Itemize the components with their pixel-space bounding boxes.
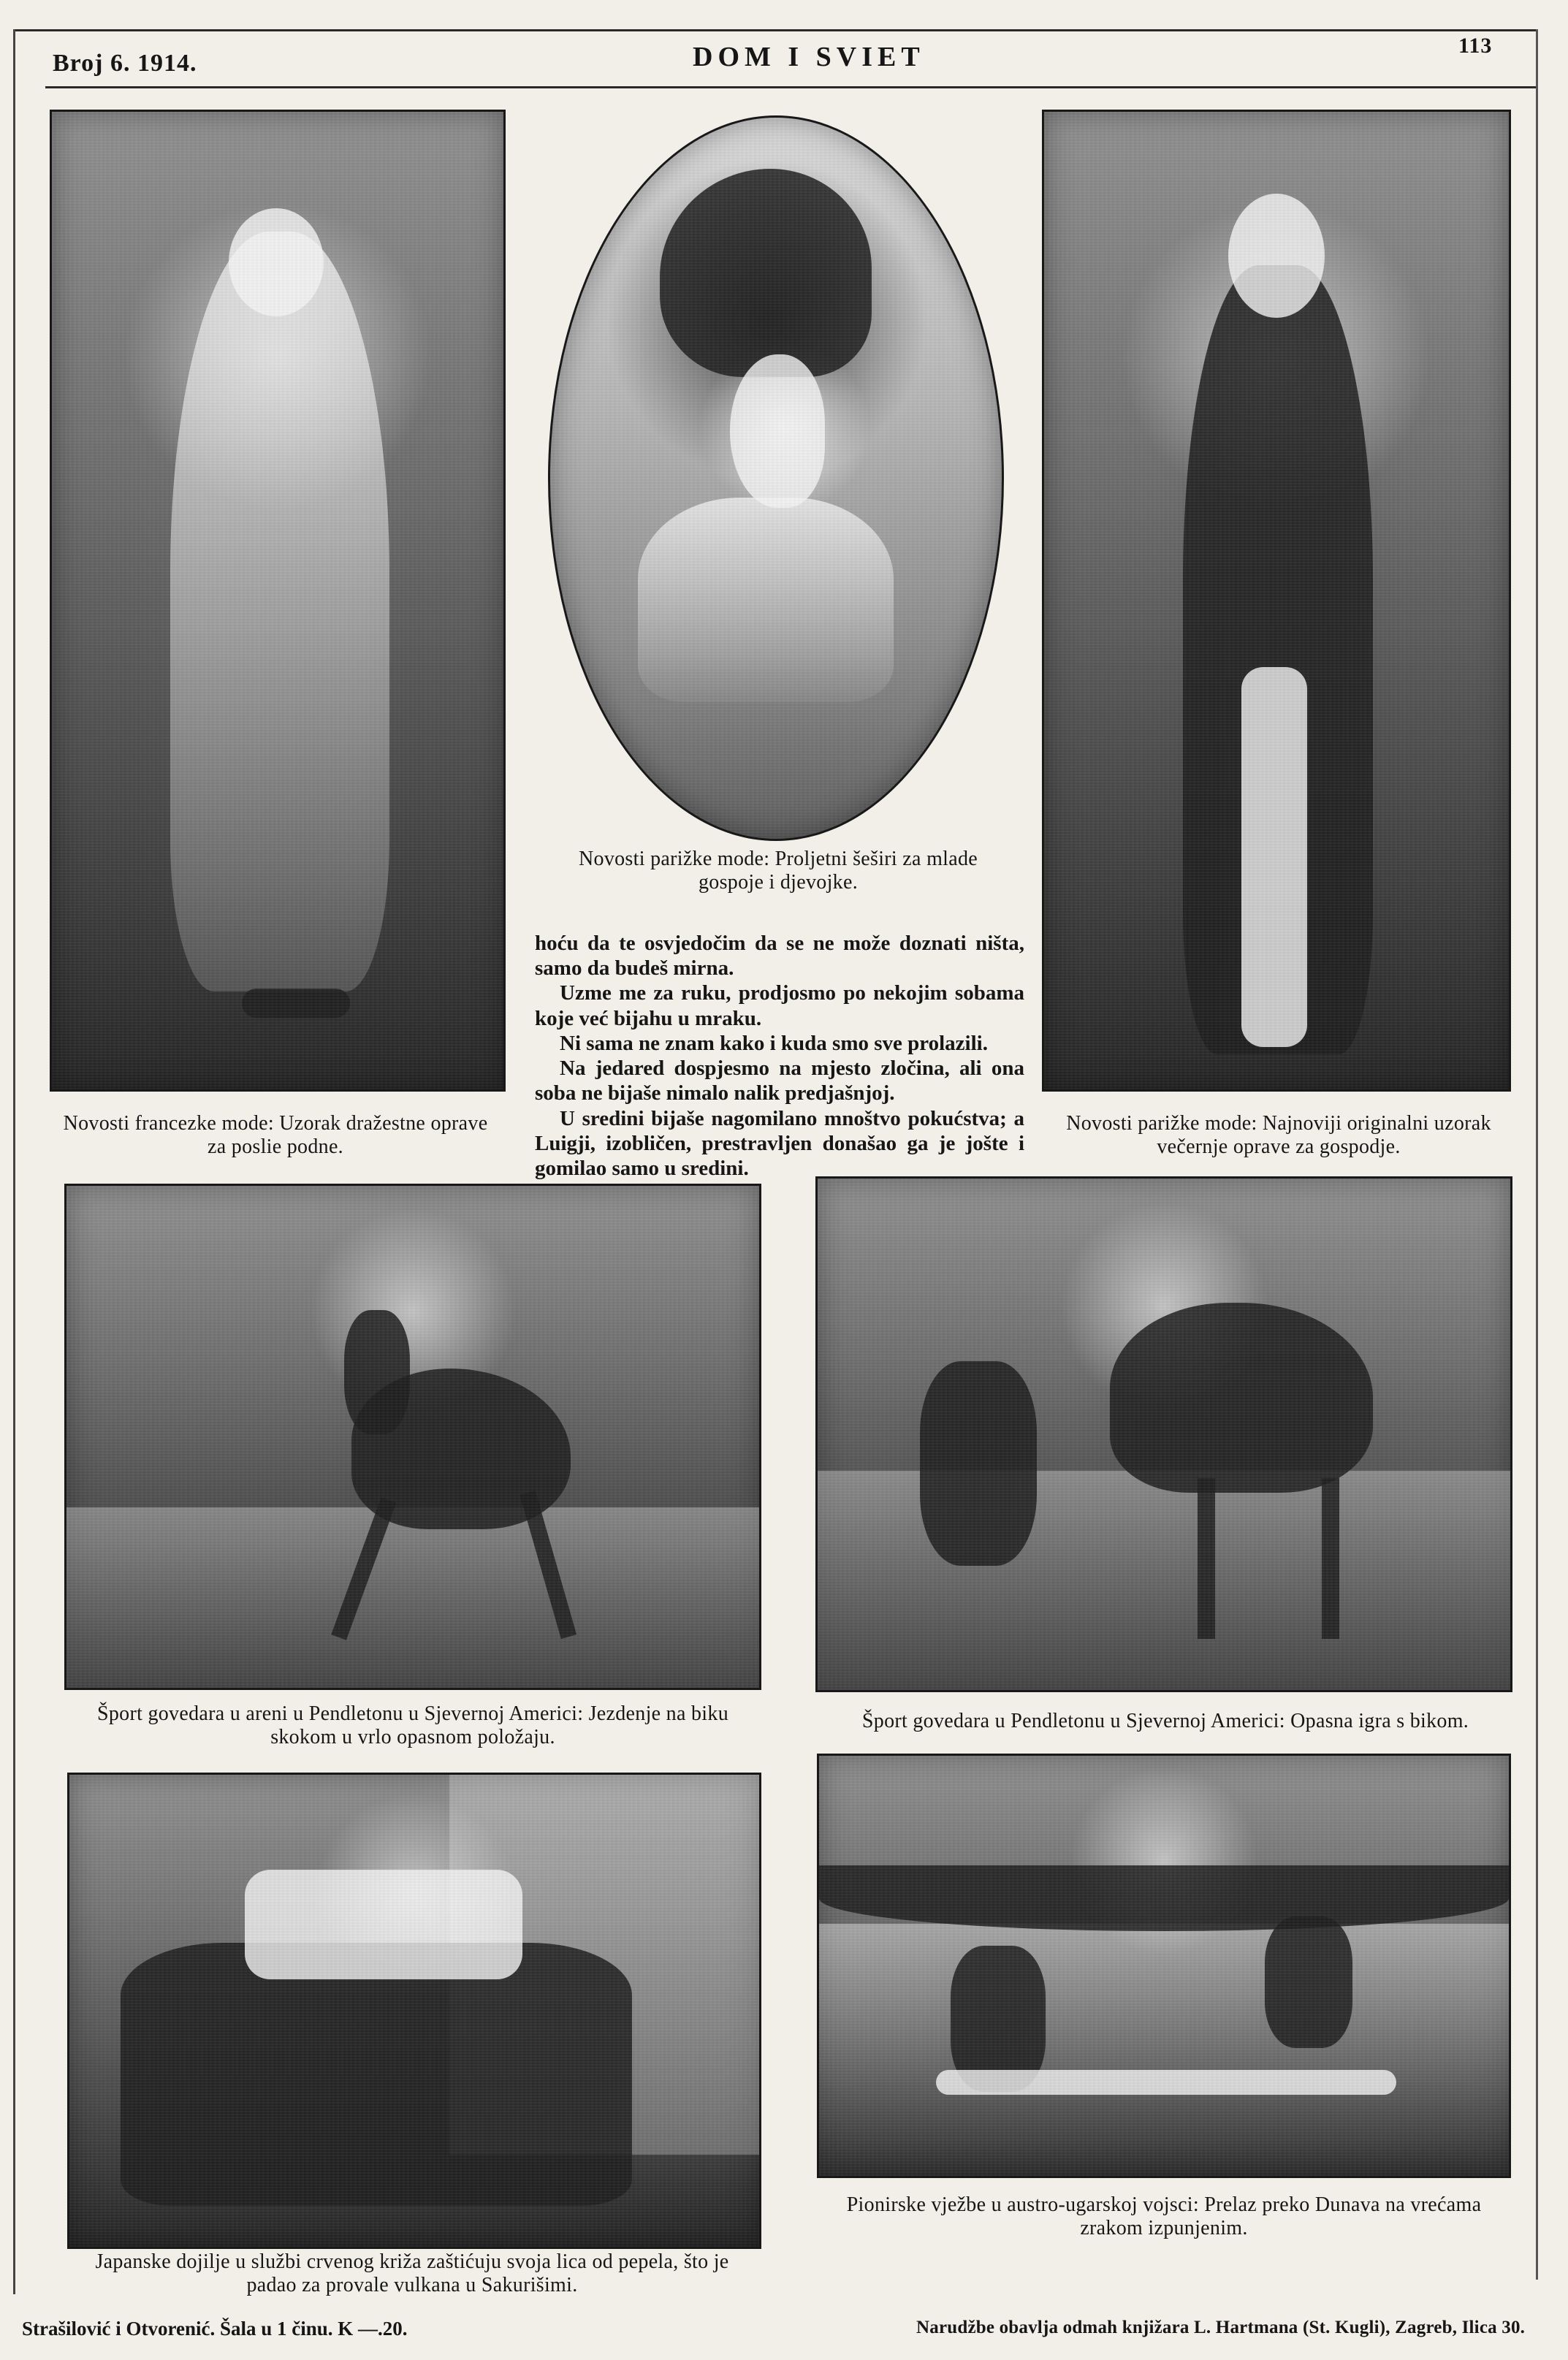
french-dress-shoes bbox=[242, 989, 350, 1018]
article-paragraph-2: Uzme me za ruku, prodjosmo po nekojim sobama koje već bijahu u mraku. bbox=[535, 981, 1024, 1030]
nurse-masks bbox=[245, 1870, 522, 1979]
bull-game-bull bbox=[1110, 1303, 1373, 1493]
french-dress-head bbox=[229, 208, 324, 316]
article-excerpt bbox=[535, 931, 1024, 1181]
bull-riding-caption: Šport govedara u areni u Pendletonu u Sjevernoj Americi: Jezdenje na biku skokom u vrlo opasnom položaju. bbox=[96, 1702, 728, 1749]
article-paragraph-3: Ni sama ne znam kako i kuda smo sve prolazili. bbox=[560, 1031, 988, 1055]
feather-hat bbox=[660, 169, 872, 377]
french-dress-photo bbox=[50, 110, 506, 1092]
paris-evening-dress-photo bbox=[1042, 110, 1511, 1092]
article-paragraph-4: Na jedared dospjesmo na mjesto zločina, ali ona soba ne bijaše nimalo nalik predjašnjoj. bbox=[535, 1057, 1024, 1105]
pioneer-drills-caption: Pionirske vježbe u austro-ugarskoj vojsci: Prelaz preko Dunava na vrećama zrakom izpunjenim. bbox=[846, 2193, 1482, 2240]
bull-game-leg-1 bbox=[1198, 1478, 1215, 1639]
paris-hats-photo bbox=[548, 115, 1004, 841]
footer-right-note: Narudžbe obavlja odmah knjižara L. Hartmana (St. Kugli), Zagreb, Ilica 30. bbox=[916, 2318, 1526, 2337]
woman-profile-face bbox=[730, 354, 825, 508]
paris-hats-caption: Novosti parižke mode: Proljetni šeširi za mlade gospoje i djevojke. bbox=[579, 848, 978, 894]
publication-title: DOM I SVIET bbox=[693, 42, 925, 72]
evening-dress-skirt-highlight bbox=[1241, 667, 1307, 1047]
air-bags-raft bbox=[936, 2070, 1396, 2095]
nurse-group bbox=[121, 1943, 632, 2206]
woman-profile-body bbox=[638, 498, 894, 702]
article-paragraph-5: U sredini bijaše nagomilano mnoštvo pokućstva; a Luigji, izobličen, prestravljen donašao ga je jošte i gomilao samo u sredini. bbox=[535, 1106, 1024, 1180]
falling-man bbox=[920, 1361, 1037, 1566]
paris-evening-dress-caption: Novosti parižke mode: Najnoviji originalni uzorak večernje oprave za gospodje. bbox=[1066, 1112, 1491, 1159]
french-dress-figure bbox=[170, 232, 389, 991]
japanese-nurses-caption: Japanske dojilje u službi crvenog križa zaštićuju svoja lica od pepela, što je padao za provale vulkana u Sakurišimi. bbox=[95, 2250, 729, 2297]
distant-shore bbox=[819, 1865, 1509, 1931]
french-dress-caption: Novosti francezke mode: Uzorak dražestne oprave za poslie podne. bbox=[63, 1112, 488, 1159]
soldier-right bbox=[1265, 1916, 1352, 2048]
danube-water bbox=[819, 1924, 1509, 2176]
issue-label: Broj 6. 1914. bbox=[53, 50, 197, 77]
footer-left-note: Strašilović i Otvorenić. Šala u 1 činu. K —.20. bbox=[22, 2318, 408, 2340]
evening-dress-face bbox=[1228, 194, 1325, 318]
page-number: 113 bbox=[1458, 34, 1493, 58]
bull-game-leg-2 bbox=[1322, 1478, 1339, 1639]
left-border bbox=[13, 29, 15, 2294]
header-rule bbox=[13, 29, 1537, 31]
pioneer-drills-photo bbox=[817, 1754, 1511, 2178]
bull-riding-photo bbox=[64, 1184, 761, 1690]
header-underline bbox=[45, 86, 1536, 88]
bull-game-caption: Šport govedara u Pendletonu u Sjevernoj Americi: Opasna igra s bikom. bbox=[861, 1710, 1469, 1732]
rider-figure bbox=[344, 1310, 410, 1434]
arena-ground bbox=[66, 1507, 759, 1688]
bull-game-photo bbox=[815, 1176, 1512, 1692]
article-paragraph-1: hoću da te osvjedočim da se ne može doznati ništa, samo da budeš mirna. bbox=[535, 932, 1024, 981]
right-border bbox=[1536, 29, 1538, 2280]
japanese-nurses-photo bbox=[67, 1773, 761, 2249]
